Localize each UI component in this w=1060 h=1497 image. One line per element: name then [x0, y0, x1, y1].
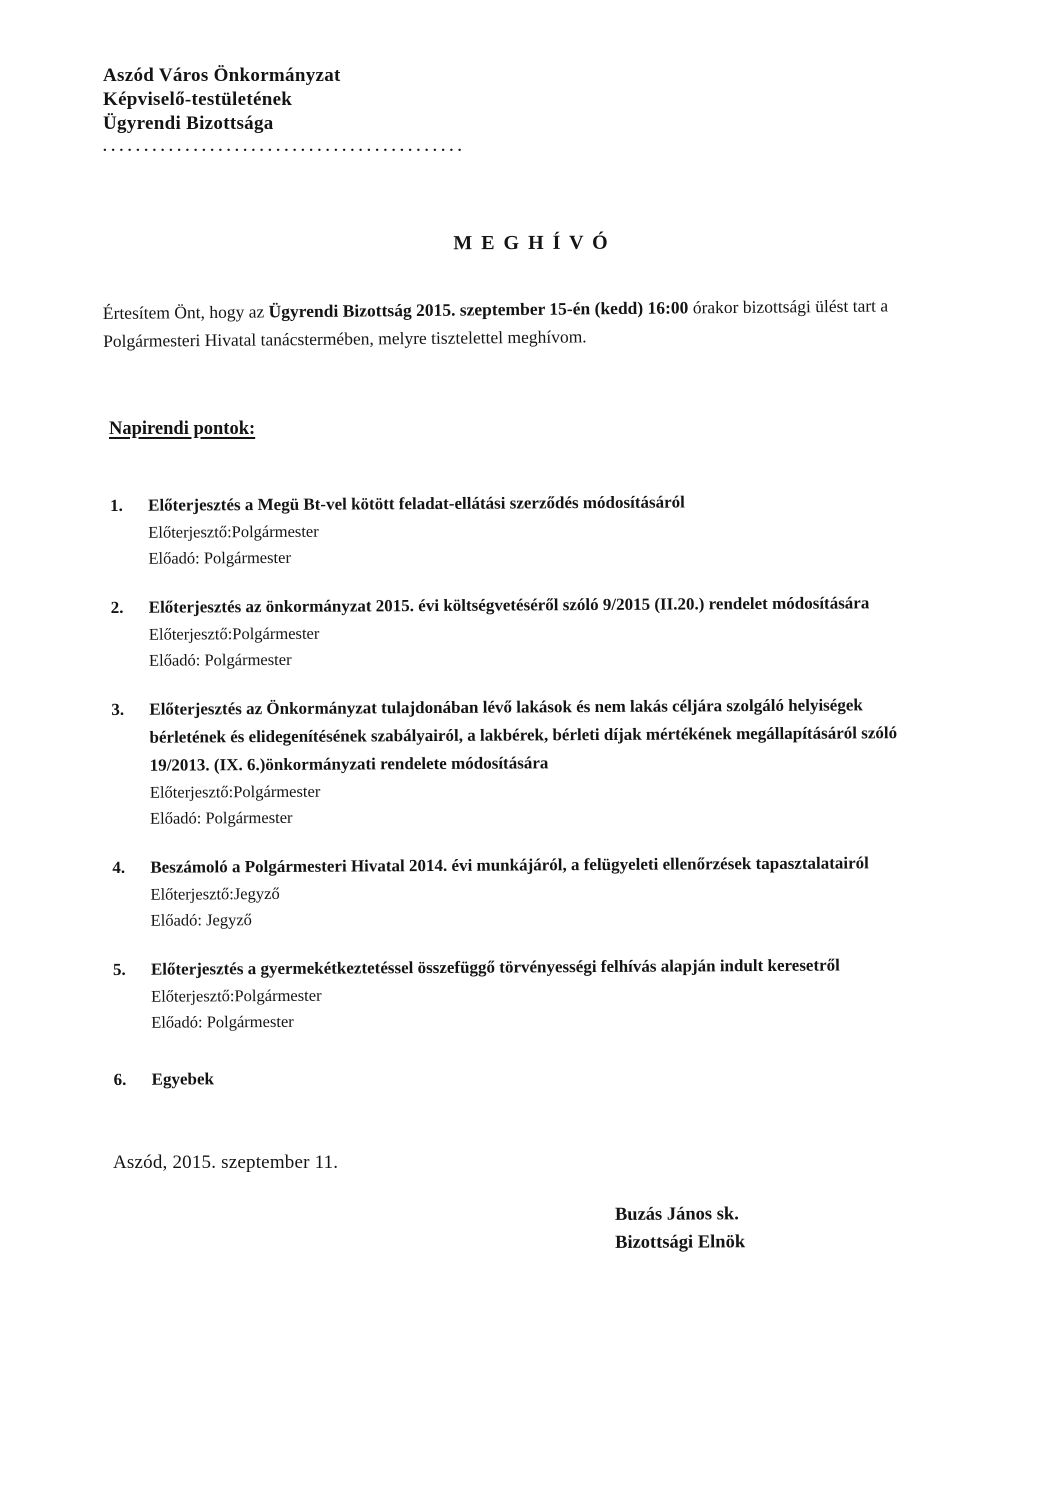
agenda-heading: Napirendi pontok:	[109, 419, 256, 439]
intro-paragraph	[103, 291, 906, 355]
agenda-list	[103, 487, 964, 1094]
agenda-item-number: 3.	[111, 699, 125, 719]
agenda-item-title: Előterjesztés az önkormányzat 2015. évi költségvetéséről szóló 9/2015 (II.20.) rendelet módosítására	[148, 593, 870, 617]
agenda-item	[111, 589, 961, 674]
agenda-item-presenter: Előadó: Polgármester	[151, 1011, 294, 1032]
agenda-item-title: Előterjesztés a gyermekétkeztetéssel összefüggő törvényességi felhívás alapján indult keresetről	[150, 955, 840, 979]
agenda-item-body	[149, 691, 940, 832]
intro-text-pre: Értesítem Önt, hogy az	[102, 301, 269, 324]
agenda-item	[111, 691, 962, 832]
agenda-item-submitter: Előterjesztő:Polgármester	[149, 781, 321, 802]
intro-text-bold: Ügyrendi Bizottság 2015. szeptember 15-én (kedd) 16:00	[268, 297, 689, 322]
dotted-separator: ............................................	[103, 139, 466, 155]
letterhead-line-3: Ügyrendi Bizottsága	[103, 113, 274, 134]
document-title: M E G H Í V Ó	[453, 231, 610, 255]
agenda-item	[110, 487, 960, 572]
agenda-item	[112, 849, 962, 934]
letterhead-line-1: Aszód Város Önkormányzat	[103, 65, 341, 86]
signatory-name: Buzás János sk.	[614, 1204, 739, 1225]
agenda-item-number: 5.	[112, 959, 126, 979]
agenda-item-number: 2.	[110, 597, 124, 617]
agenda-item-submitter: Előterjesztő:Polgármester	[148, 521, 319, 542]
agenda-item-submitter: Előterjesztő:Polgármester	[148, 623, 320, 644]
agenda-item-number: 1.	[110, 495, 123, 515]
signature-block	[615, 1199, 960, 1257]
agenda-item-body	[148, 488, 685, 571]
agenda-item-submitter: Előterjesztő:Jegyző	[150, 883, 280, 904]
agenda-item-number: 4.	[112, 857, 126, 877]
agenda-item-presenter: Előadó: Jegyző	[150, 910, 252, 930]
agenda-item-title: Egyebek	[151, 1069, 214, 1089]
agenda-item-body	[150, 849, 869, 933]
agenda-item-title: Előterjesztés az Önkormányzat tulajdonában lévő lakások és nem lakás céljára szolgáló helyiségek bérletének és elidegenítésének szabályairól, a lakbérek, bérleti díjak mértékének megállapításáról szóló 19/2013. (IX. 6.)önkormányzati rendelete módosítására	[149, 695, 898, 775]
agenda-item	[114, 1061, 964, 1094]
letterhead-line-2: Képviselő-testületének	[103, 89, 293, 110]
agenda-item-title: Beszámoló a Polgármesteri Hivatal 2014. évi munkájáról, a felügyeleti ellenőrzések tapasztalatairól	[150, 853, 869, 877]
date-line: Aszód, 2015. szeptember 11.	[113, 1152, 339, 1173]
agenda-item-presenter: Előadó: Polgármester	[149, 807, 293, 828]
agenda-item-submitter: Előterjesztő:Polgármester	[151, 985, 322, 1006]
signatory-role: Bizottsági Elnök	[615, 1232, 746, 1253]
agenda-item-title: Előterjesztés a Megü Bt-vel kötött feladat-ellátási szerződés módosításáról	[148, 492, 685, 515]
agenda-item-body	[152, 1065, 215, 1093]
agenda-item	[113, 951, 963, 1036]
letterhead	[103, 64, 960, 156]
intro-text-post: órakor bizottsági ülést tart a Polgármesteri Hivatal tanácstermében, melyre tisztelettel meghívom.	[103, 295, 889, 351]
agenda-item-presenter: Előadó: Polgármester	[148, 547, 291, 568]
agenda-item-body	[149, 589, 870, 673]
agenda-item-number: 6.	[113, 1069, 127, 1089]
agenda-item-presenter: Előadó: Polgármester	[148, 649, 292, 670]
agenda-item-body	[151, 952, 840, 1036]
